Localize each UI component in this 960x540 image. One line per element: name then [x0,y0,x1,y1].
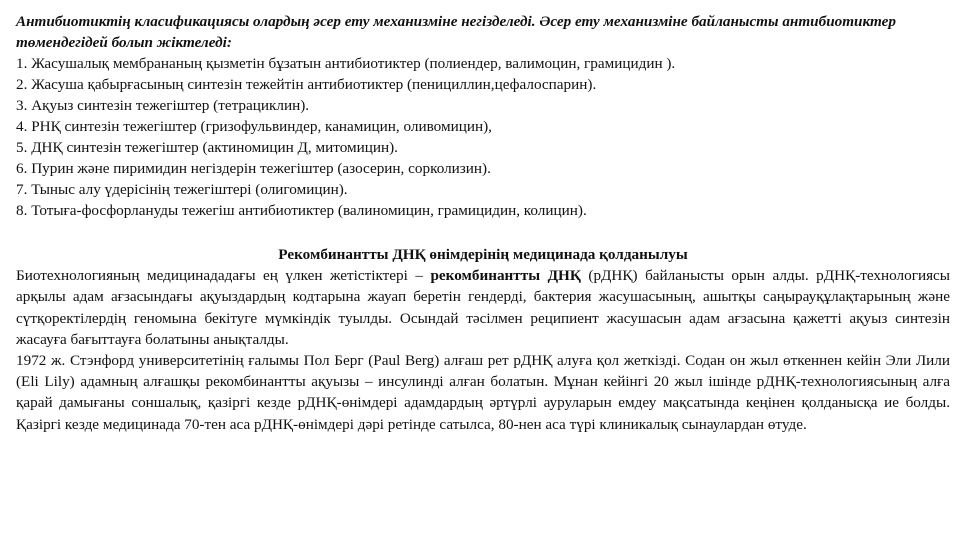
bold-term: рекомбинантты ДНҚ [430,267,581,285]
paragraph-history: 1972 ж. Стэнфорд университетінің ғалымы Пол Берг (Paul Berg) алғаш рет рДНҚ алуға қол жеткізді. Содан он жыл өткеннен кейін Эли Лили (Eli Lily) адамның алғашқы рекомбинантты ақуызы – инсулинді алған болатын. Мұнан кейінгі 20 жыл ішінде рДНҚ-технологиясының алға қарай дамығаны соншалық, қазіргі кезде рДНҚ-өнімдері адамдардың әртүрлі ауруларын емдеу мақсатында кеңінен қолданысқа ие болды. Қазіргі кезде медицинада 70-тен аса рДНҚ-өнімдері дәрі ретінде сатылса, 80-нен аса түрі клиникалық сынаулардан өтуде. [16,352,950,433]
list-item: 7. Тыныс алу үдерісінің тежегіштері (олигомицин). [16,181,348,198]
classification-intro: Антибиотиктің класификациясы олардың әсер ету механизміне негізделеді. Әсер ету механизміне байланысты антибиотиктер төмендегідей болып жіктеледі: [16,13,896,51]
classification-list [16,53,946,221]
list-item: 6. Пурин және пиримидин негіздерін тежегіштер (азосерин, сорколизин). [16,160,491,177]
list-item: 1. Жасушалық мембрананың қызметін бұзатын антибиотиктер (полиендер, валимоцин, грамицидин ). [16,55,676,72]
list-item: 8. Тотыға-фосфорлануды тежегіш антибиотиктер (валиномицин, грамицидин, колицин). [16,202,587,219]
list-item: 4. РНҚ синтезін тежегіштер (гризофульвиндер, канамицин, оливомицин), [16,118,492,135]
recombinant-section [16,244,950,435]
paragraph-text: (рДНҚ) байланысты орын алды. рДНҚ-технологиясы арқылы адам ағзасындағы ақуыздардың кодтарына жауап беретін гендерді, бактерия жасушасының, ашытқы саңырауқұлақтарының және сүтқоректілердің геномына бекітуге мүмкіндік туылды. Осындай тәсілмен реципиент жасушасын адам ағзасына қажетті ақуыз синтезін жасауға бағыттауға болатыны анықталды. [16,267,951,348]
list-item: 3. Ақуыз синтезін тежегіштер (тетрациклин). [16,97,310,114]
classification-section [16,11,946,221]
list-item: 2. Жасуша қабырғасының синтезін тежейтін антибиотиктер (пенициллин,цефалоспарин). [16,76,597,93]
section-heading: Рекомбинантты ДНҚ өнімдерінің медицинада қолданылуы [278,246,688,263]
list-item: 5. ДНҚ синтезін тежегіштер (актиномицин Д, митомицин). [16,139,398,156]
paragraph-recombinant-intro [16,265,950,350]
paragraph-text: Биотехнологияның медицинададағы ең үлкен жетістіктері – [16,267,431,285]
